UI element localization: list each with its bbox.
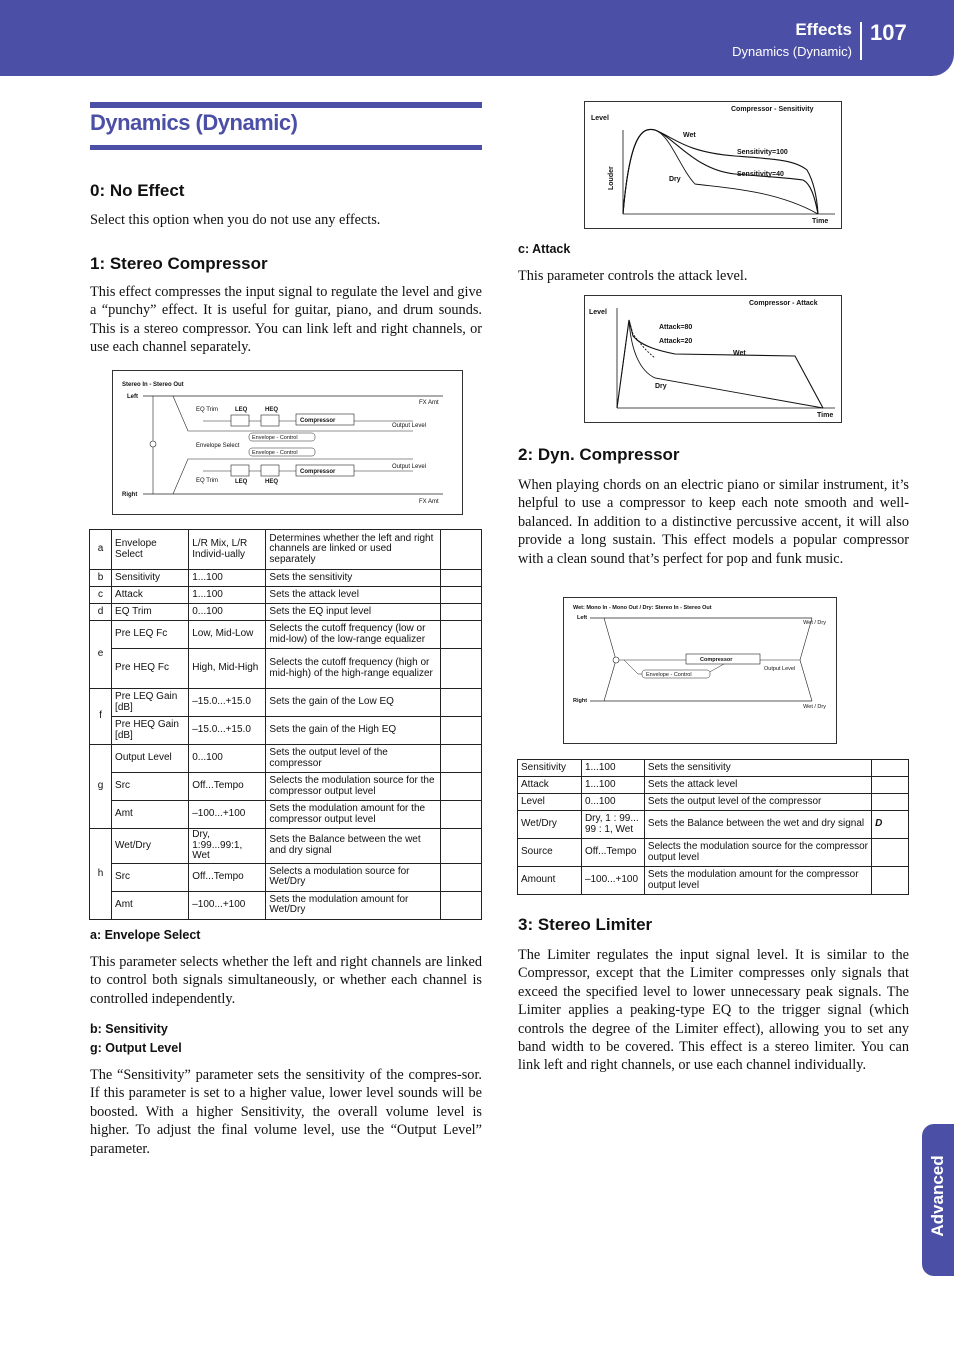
svg-text:HEQ: HEQ	[265, 479, 279, 485]
attack-graph	[584, 295, 842, 423]
param-range: 0...100	[581, 794, 644, 811]
svg-text:Wet: Wet	[683, 132, 696, 139]
header-section: Effects	[795, 20, 852, 39]
table-row	[90, 587, 482, 604]
param-name: Envelope Select	[112, 530, 189, 570]
svg-text:Compressor: Compressor	[300, 418, 336, 424]
param-name: Amt	[112, 801, 189, 829]
param-range: –100...+100	[581, 867, 644, 895]
table-row	[90, 649, 482, 689]
svg-text:Compressor: Compressor	[300, 469, 336, 475]
side-tab-advanced[interactable]	[922, 1124, 954, 1276]
svg-text:Attack=80: Attack=80	[659, 324, 693, 331]
param-name: Attack	[518, 777, 582, 794]
param-desc: Selects a modulation source for Wet/Dry	[266, 863, 440, 891]
heading-stereo-compressor: 1: Stereo Compressor	[90, 254, 268, 273]
dmod-icon	[872, 794, 909, 811]
param-mod	[440, 717, 481, 745]
svg-text:Attack=20: Attack=20	[659, 338, 693, 345]
svg-text:Sensitivity=40: Sensitivity=40	[737, 171, 784, 178]
param-id: g	[90, 745, 112, 829]
param-range: –15.0...+15.0	[189, 689, 266, 717]
dmod-icon	[872, 867, 909, 895]
param-id: h	[90, 829, 112, 920]
param-mod	[440, 801, 481, 829]
param-name: Pre HEQ Fc	[112, 649, 189, 689]
param-desc: Sets the modulation amount for Wet/Dry	[266, 891, 440, 919]
param-name: Output Level	[112, 745, 189, 773]
svg-text:Wet / Dry: Wet / Dry	[803, 704, 826, 710]
stereo-compressor-diagram	[112, 370, 463, 515]
param-range: –15.0...+15.0	[189, 717, 266, 745]
svg-text:Envelope - Control: Envelope - Control	[646, 672, 692, 678]
param-mod	[440, 745, 481, 773]
param-range: 1...100	[581, 777, 644, 794]
heading-attack: c: Attack	[518, 242, 571, 256]
param-name: Wet/Dry	[518, 811, 582, 839]
param-range: Off...Tempo	[581, 839, 644, 867]
param-mod	[440, 621, 481, 649]
svg-text:Level: Level	[591, 115, 609, 122]
title-rule-bottom	[90, 145, 482, 150]
svg-text:Dry: Dry	[669, 176, 681, 183]
param-desc: Sets the attack level	[266, 587, 440, 604]
heading-output-level: g: Output Level	[90, 1041, 182, 1055]
param-desc: Sets the Balance between the wet and dry signal	[266, 829, 440, 864]
param-desc: Sets the EQ input level	[266, 604, 440, 621]
table-row	[518, 760, 909, 777]
header-divider	[860, 22, 862, 60]
table-row	[90, 570, 482, 587]
svg-text:Wet / Dry: Wet / Dry	[803, 620, 826, 626]
param-desc: Selects the cutoff frequency (high or mid-high) of the high-range equalizer	[266, 649, 440, 689]
svg-text:Output Level: Output Level	[392, 464, 427, 470]
stereo-compressor-param-table	[89, 529, 482, 920]
stereo-compressor-text: This effect compresses the input signal to regulate the level and give a “punchy” effect. It is useful for guitar, piano, and drum sounds. This is a stereo compressor. You can link left and right channels, or use each channel separately.	[90, 284, 482, 356]
svg-text:Level: Level	[589, 309, 607, 316]
svg-text:Right: Right	[122, 492, 138, 498]
svg-text:Time: Time	[817, 412, 834, 419]
param-range: Dry, 1:99...99:1, Wet	[189, 829, 266, 864]
param-range: –100...+100	[189, 801, 266, 829]
svg-text:EQ Trim: EQ Trim	[196, 478, 218, 484]
svg-text:Envelope - Control: Envelope - Control	[252, 435, 298, 441]
param-range: 0...100	[189, 604, 266, 621]
param-range: –100...+100	[189, 891, 266, 919]
svg-text:LEQ: LEQ	[235, 479, 248, 485]
param-id: b	[90, 570, 112, 587]
svg-text:Left: Left	[127, 394, 138, 400]
heading-stereo-limiter: 3: Stereo Limiter	[518, 915, 653, 934]
param-name: Wet/Dry	[112, 829, 189, 864]
param-range: 1...100	[581, 760, 644, 777]
param-mod	[440, 570, 481, 587]
param-id: c	[90, 587, 112, 604]
svg-text:Sensitivity=100: Sensitivity=100	[737, 149, 788, 156]
param-desc: Sets the sensitivity	[644, 760, 871, 777]
table-row	[518, 811, 909, 839]
param-mod	[440, 649, 481, 689]
param-range: 1...100	[189, 587, 266, 604]
table-row	[90, 689, 482, 717]
param-range: 1...100	[189, 570, 266, 587]
table-row	[518, 777, 909, 794]
svg-text:Wet: Wet	[733, 350, 746, 357]
param-range: Off...Tempo	[189, 863, 266, 891]
param-range: 0...100	[189, 745, 266, 773]
svg-text:LEQ: LEQ	[235, 407, 248, 413]
param-id: a	[90, 530, 112, 570]
header-subsection: Dynamics (Dynamic)	[732, 44, 852, 59]
heading-no-effect: 0: No Effect	[90, 181, 185, 200]
svg-text:Output Level: Output Level	[764, 666, 796, 672]
heading-envelope-select: a: Envelope Select	[90, 928, 201, 942]
table-row	[90, 621, 482, 649]
param-desc: Sets the sensitivity	[266, 570, 440, 587]
svg-text:Wet: Mono In - Mono Out / Dr: Wet: Mono In - Mono Out / Dry: Stereo In - Stereo Out	[573, 605, 712, 611]
table-row	[90, 745, 482, 773]
table-row	[90, 717, 482, 745]
page-title: Dynamics (Dynamic)	[90, 110, 298, 135]
param-desc: Sets the output level of the compressor	[644, 794, 871, 811]
param-desc: Sets the modulation amount for the compressor output level	[644, 867, 871, 895]
table-row	[90, 863, 482, 891]
svg-text:Compressor - Sensitivity: Compressor - Sensitivity	[731, 106, 814, 113]
param-mod	[440, 689, 481, 717]
param-desc: Selects the modulation source for the compressor output level	[644, 839, 871, 867]
param-name: Src	[112, 773, 189, 801]
envelope-select-text: This parameter selects whether the left and right channels are linked to control both signals simultaneously, or whether each channel is controlled independently.	[90, 954, 482, 1007]
svg-text:FX Amt: FX Amt	[419, 400, 439, 406]
param-name: Source	[518, 839, 582, 867]
page-header	[0, 0, 954, 76]
sensitivity-graph	[584, 101, 842, 229]
param-id: f	[90, 689, 112, 745]
dmod-icon	[872, 760, 909, 777]
svg-text:Right: Right	[573, 698, 588, 704]
param-desc: Selects the modulation source for the compressor output level	[266, 773, 440, 801]
param-desc: Selects the cutoff frequency (low or mid-low) of the low-range equalizer	[266, 621, 440, 649]
param-id: e	[90, 621, 112, 689]
param-name: Amount	[518, 867, 582, 895]
diagram-title: Stereo In - Stereo Out	[122, 382, 184, 388]
heading-dyn-compressor: 2: Dyn. Compressor	[518, 445, 680, 464]
svg-text:HEQ: HEQ	[265, 407, 279, 413]
param-desc: Sets the gain of the High EQ	[266, 717, 440, 745]
param-desc: Sets the attack level	[644, 777, 871, 794]
svg-text:Left: Left	[577, 615, 588, 621]
table-row	[90, 829, 482, 864]
sensitivity-text: The “Sensitivity” parameter sets the sensitivity of the compres-sor. If this parameter is set to a higher value, lower level sounds will be boosted. With a higher Sensitivity, the overall volume level is higher. To adjust the final volume level, use the “Output Level” parameter.	[90, 1067, 482, 1157]
stereo-limiter-text: The Limiter regulates the input signal level. It is similar to the Compressor, except that the Limiter compresses only signals that exceed the specified level to lower unnecessary peak signals. The Limiter applies a peaking-type EQ to the trigger signal (which controls the degree of the Limiter effect), allowing you to set any band width to be covered. This effect is a stereo limiter. You can link left and right channels, or use each channel individually.	[518, 947, 909, 1074]
svg-text:Output Level: Output Level	[392, 423, 427, 429]
svg-text:Louder: Louder	[608, 166, 615, 190]
param-mod	[440, 587, 481, 604]
param-range: Low, Mid-Low	[189, 621, 266, 649]
param-mod	[440, 604, 481, 621]
page-number: 107	[870, 20, 907, 45]
param-desc: Sets the gain of the Low EQ	[266, 689, 440, 717]
param-mod	[440, 530, 481, 570]
dmod-icon	[872, 777, 909, 794]
table-row	[90, 891, 482, 919]
dmod-icon: D	[872, 811, 909, 839]
param-range: L/R Mix, L/R Individ-ually	[189, 530, 266, 570]
param-range: Off...Tempo	[189, 773, 266, 801]
param-name: EQ Trim	[112, 604, 189, 621]
svg-text:FX Amt: FX Amt	[419, 499, 439, 505]
param-name: Pre LEQ Gain [dB]	[112, 689, 189, 717]
svg-text:Envelope Select: Envelope Select	[196, 443, 240, 449]
param-desc: Sets the modulation amount for the compressor output level	[266, 801, 440, 829]
table-row	[518, 839, 909, 867]
svg-text:Envelope - Control: Envelope - Control	[252, 450, 298, 456]
param-name: Sensitivity	[112, 570, 189, 587]
table-row	[518, 794, 909, 811]
svg-text:Compressor: Compressor	[700, 657, 733, 663]
param-name: Attack	[112, 587, 189, 604]
param-range: High, Mid-High	[189, 649, 266, 689]
svg-text:EQ Trim: EQ Trim	[196, 407, 218, 413]
svg-text:Dry: Dry	[655, 383, 667, 390]
param-name: Amt	[112, 891, 189, 919]
param-mod	[440, 773, 481, 801]
dyn-compressor-param-table	[517, 759, 909, 895]
param-name: Pre HEQ Gain [dB]	[112, 717, 189, 745]
param-name: Level	[518, 794, 582, 811]
no-effect-text: Select this option when you do not use any effects.	[90, 212, 381, 228]
param-name: Pre LEQ Fc	[112, 621, 189, 649]
dyn-compressor-diagram	[563, 597, 837, 744]
param-desc: Sets the Balance between the wet and dry signal	[644, 811, 871, 839]
param-desc: Sets the output level of the compressor	[266, 745, 440, 773]
param-mod	[440, 891, 481, 919]
table-row	[518, 867, 909, 895]
param-name: Sensitivity	[518, 760, 582, 777]
param-mod	[440, 829, 481, 864]
table-row	[90, 773, 482, 801]
table-row	[90, 530, 482, 570]
table-row	[90, 801, 482, 829]
param-name: Src	[112, 863, 189, 891]
dyn-compressor-text: When playing chords on an electric piano or similar instrument, it’s helpful to use a compressor to keep each note smooth and well-balanced. In addition to a distinctive percussive accent, it will also provide a long sustain. This effect models a popular compressor with a clean sound that’s perfect for pop and funk music.	[518, 477, 909, 567]
heading-sensitivity: b: Sensitivity	[90, 1022, 168, 1036]
side-tab-label: Advanced	[928, 1155, 947, 1237]
attack-text: This parameter controls the attack level.	[518, 268, 748, 284]
param-desc: Determines whether the left and right channels are linked or used separately	[266, 530, 440, 570]
dmod-icon	[872, 839, 909, 867]
svg-text:Compressor - Attack: Compressor - Attack	[749, 300, 818, 307]
param-id: d	[90, 604, 112, 621]
title-rule-top	[90, 102, 482, 108]
param-range: Dry, 1 : 99... 99 : 1, Wet	[581, 811, 644, 839]
svg-text:Time: Time	[812, 218, 829, 225]
param-mod	[440, 863, 481, 891]
table-row	[90, 604, 482, 621]
